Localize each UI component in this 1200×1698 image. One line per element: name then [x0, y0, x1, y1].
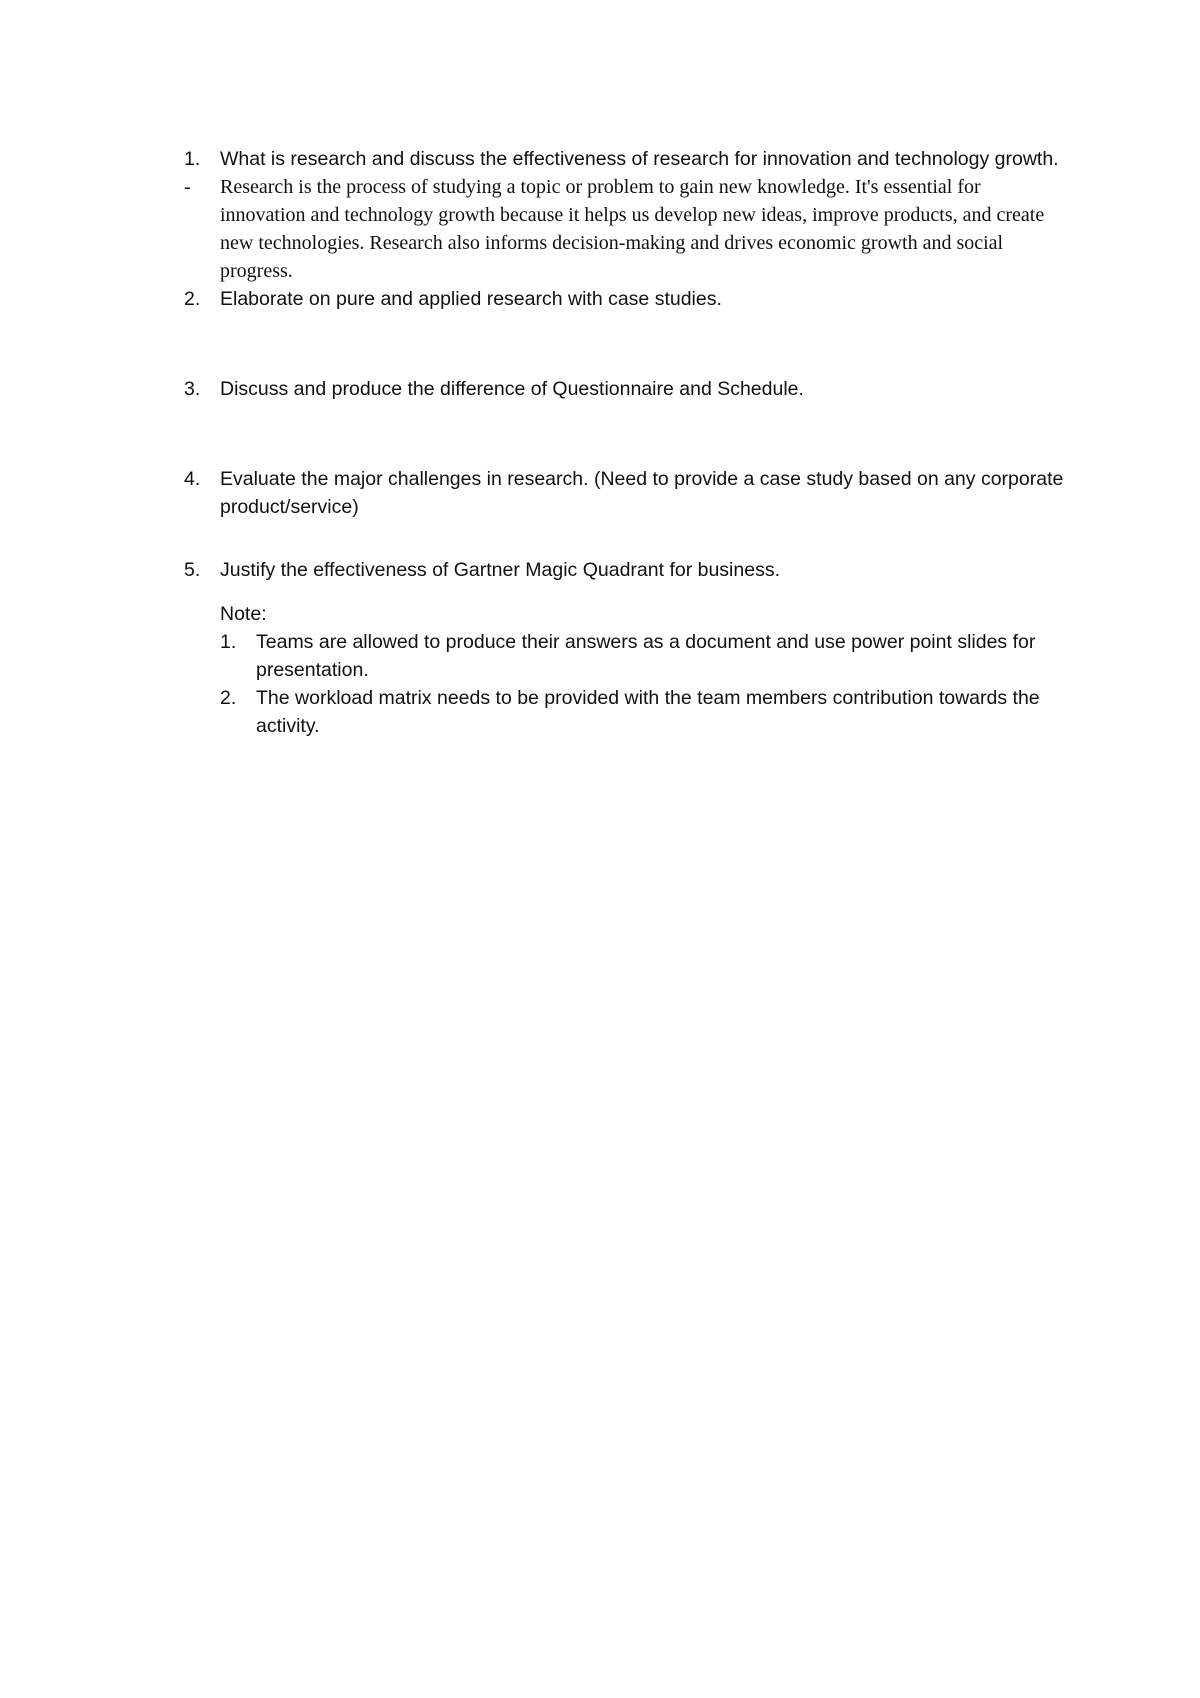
question-text: Evaluate the major challenges in research. (Need to provide a case study based on any corporate product/service)	[220, 468, 1064, 518]
question-5	[184, 556, 1064, 584]
note-label: Note:	[220, 603, 267, 625]
question-1	[184, 145, 1064, 173]
note-text: Teams are allowed to produce their answers as a document and use power point slides for presentation.	[256, 631, 1036, 681]
question-text: Discuss and produce the difference of Questionnaire and Schedule.	[220, 378, 804, 400]
question-text: Justify the effectiveness of Gartner Magic Quadrant for business.	[220, 559, 780, 581]
question-3	[184, 375, 1064, 403]
question-number: 1.	[184, 148, 201, 170]
note-section	[184, 600, 1064, 740]
question-text: Elaborate on pure and applied research with case studies.	[220, 288, 722, 310]
note-number: 2.	[220, 687, 237, 709]
question-text: What is research and discuss the effectiveness of research for innovation and technology growth.	[220, 148, 1059, 170]
question-number: 3.	[184, 378, 201, 400]
question-4	[184, 465, 1064, 521]
answer-bullet: -	[184, 176, 191, 198]
note-item-1	[220, 628, 1064, 684]
assignment-content	[184, 145, 1064, 740]
note-item-2	[220, 684, 1064, 740]
question-number: 2.	[184, 288, 201, 310]
answer-text: Research is the process of studying a topic or problem to gain new knowledge. It's essential for innovation and technology growth because it helps us develop new ideas, improve products, and create new technologies. Research also informs decision-making and drives economic growth and social progress.	[220, 176, 1045, 282]
question-number: 5.	[184, 559, 201, 581]
note-list	[220, 628, 1064, 740]
note-text: The workload matrix needs to be provided with the team members contribution towards the activity.	[256, 687, 1040, 737]
question-2	[184, 285, 1064, 313]
answer-1	[184, 173, 1064, 285]
question-number: 4.	[184, 468, 201, 490]
note-number: 1.	[220, 631, 237, 653]
